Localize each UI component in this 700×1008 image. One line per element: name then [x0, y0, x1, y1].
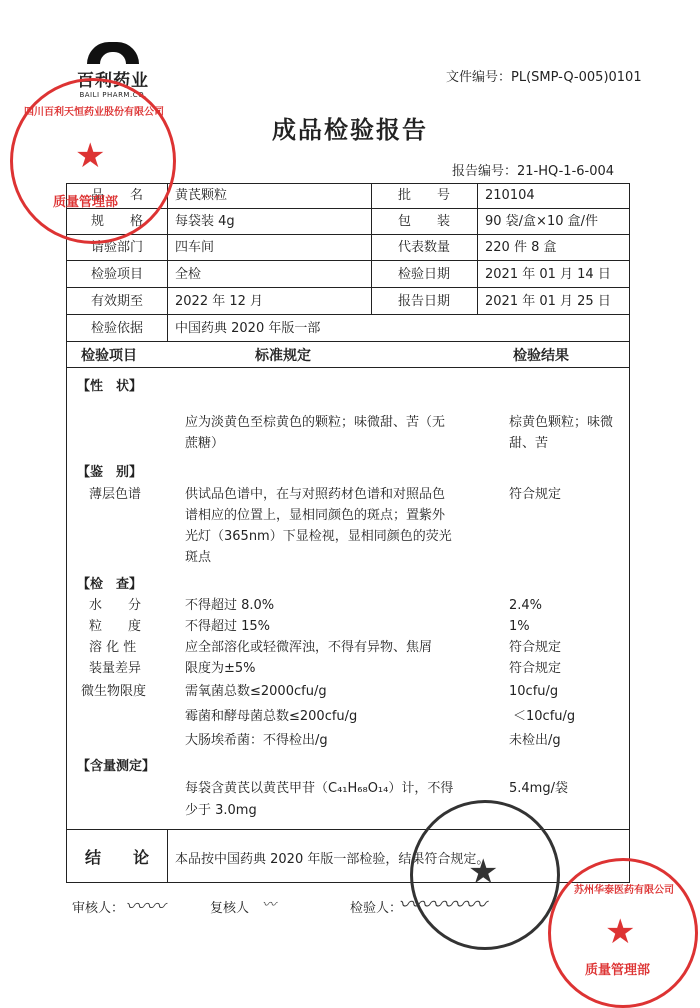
identification-item: 薄层色谱	[89, 487, 142, 502]
pack-label: 包 装	[397, 214, 450, 229]
section-character: 【性 状】	[77, 379, 143, 394]
conclusion-text: 本品按中国药典 2020 年版一部检验，结果符合规定。	[175, 852, 490, 867]
expiry-label: 有效期至	[90, 294, 143, 309]
product-value: 黄芪颗粒	[175, 188, 228, 203]
stamp-text: 质量管理部	[53, 195, 119, 210]
assay-requirement-2: 少于 3.0mg	[185, 803, 257, 818]
inspection-requirement: 应全部溶化或轻微浑浊，不得有异物、焦屑	[185, 640, 433, 655]
purchaser-quality-stamp: ★ 苏州华泰医药有限公司 质量管理部	[548, 858, 698, 1008]
page-title: 成品检验报告	[272, 116, 428, 144]
dept-label: 请验部门	[90, 240, 143, 255]
test-date-label: 检验日期	[397, 267, 450, 282]
spec-label: 规 格	[90, 214, 143, 229]
header-standard: 标准规定	[255, 348, 311, 364]
identification-requirement-2: 谱相应的位置上，显相同颜色的斑点；置紫外	[185, 508, 446, 523]
rechecker-signature: 〰	[262, 897, 276, 913]
batch-label: 批 号	[397, 188, 450, 203]
header-result: 检验结果	[513, 348, 569, 364]
section-inspection: 【检 查】	[77, 577, 143, 592]
item-value: 全检	[175, 267, 202, 282]
inspection-requirement: 不得超过 15%	[185, 619, 271, 634]
basis-value: 中国药典 2020 年版一部	[175, 321, 321, 336]
inspection-item: 装量差异	[89, 661, 142, 676]
document-number: 文件编号：PL(SMP-Q-005)0101	[446, 70, 642, 85]
logo-name: 百利药业	[77, 71, 149, 91]
item-label: 检验项目	[90, 267, 143, 282]
expiry-value: 2022 年 12 月	[175, 294, 264, 309]
assay-requirement-1: 每袋含黄芪以黄芪甲苷（C₄₁H₆₈O₁₄）计，不得	[185, 781, 454, 796]
character-requirement-2: 蔗糖）	[185, 436, 225, 451]
inspection-item: 粒 度	[89, 619, 142, 634]
section-identification: 【鉴 别】	[77, 465, 143, 480]
inspection-item: 水 分	[89, 598, 142, 613]
qty-value: 220 件 8 盒	[485, 240, 557, 255]
report-table	[66, 183, 630, 883]
inspector-label: 检验人：	[350, 901, 403, 916]
inspection-result: 未检出/g	[509, 733, 561, 748]
section-assay: 【含量测定】	[77, 759, 156, 774]
report-date-label: 报告日期	[397, 294, 450, 309]
inspection-result: 10cfu/g	[509, 684, 559, 699]
spec-value: 每袋装 4g	[175, 214, 235, 229]
inspection-requirement: 需氧菌总数≤2000cfu/g	[185, 684, 327, 699]
product-label: 品 名	[90, 188, 143, 203]
pack-value: 90 袋/盒×10 盒/件	[485, 214, 599, 229]
stamp-text: 质量管理部	[585, 963, 651, 978]
identification-requirement-4: 斑点	[185, 550, 212, 565]
batch-value: 210104	[485, 188, 535, 203]
company-stamp: ★	[410, 800, 560, 950]
inspection-requirement: 霉菌和酵母菌总数≤200cfu/g	[185, 709, 358, 724]
report-number: 报告编号：21-HQ-1-6-004	[452, 164, 615, 179]
test-date-value: 2021 年 01 月 14 日	[485, 267, 611, 282]
dept-value: 四车间	[175, 240, 215, 255]
report-date-value: 2021 年 01 月 25 日	[485, 294, 611, 309]
character-requirement-1: 应为淡黄色至棕黄色的颗粒；味微甜、苦（无	[185, 415, 446, 430]
rechecker-label: 复核人	[210, 901, 250, 916]
inspection-item: 溶 化 性	[89, 640, 137, 655]
inspection-result: 符合规定	[509, 640, 562, 655]
logo-sub: BAILI PHARM.CO.	[79, 91, 147, 99]
character-result-2: 甜、苦	[509, 436, 549, 451]
inspection-result: 1%	[509, 619, 530, 634]
stamp-text: 苏州华泰医药有限公司	[574, 885, 674, 896]
conclusion-label: 结 论	[84, 848, 149, 867]
quality-dept-stamp: ★ 四川百利天恒药业股份有限公司 质量管理部	[10, 78, 176, 244]
inspection-requirement: 限度为±5%	[185, 661, 256, 676]
character-result-1: 棕黄色颗粒；味微	[509, 415, 614, 430]
inspector-signature: 〰〰〰〰	[398, 893, 487, 918]
stamp-text: 四川百利天恒药业股份有限公司	[24, 107, 164, 118]
inspection-item: 微生物限度	[81, 684, 147, 699]
qty-label: 代表数量	[397, 240, 450, 255]
identification-result: 符合规定	[509, 487, 562, 502]
reviewer-label: 审核人：	[72, 901, 125, 916]
identification-requirement-1: 供试品色谱中，在与对照药材色谱和对照品色	[185, 487, 446, 502]
inspection-requirement: 不得超过 8.0%	[185, 598, 275, 613]
inspection-result: 2.4%	[509, 598, 543, 613]
assay-result: 5.4mg/袋	[509, 781, 568, 796]
reviewer-signature: 〰〰	[125, 894, 165, 918]
inspection-result: ＜10cfu/g	[513, 709, 576, 724]
inspection-requirement: 大肠埃希菌：不得检出/g	[185, 733, 328, 748]
inspection-result: 符合规定	[509, 661, 562, 676]
identification-requirement-3: 光灯（365nm）下显检视，显相同颜色的荧光	[185, 529, 452, 544]
header-item: 检验项目	[81, 348, 137, 364]
basis-label: 检验依据	[90, 321, 143, 336]
logo-mark-icon	[87, 42, 139, 64]
